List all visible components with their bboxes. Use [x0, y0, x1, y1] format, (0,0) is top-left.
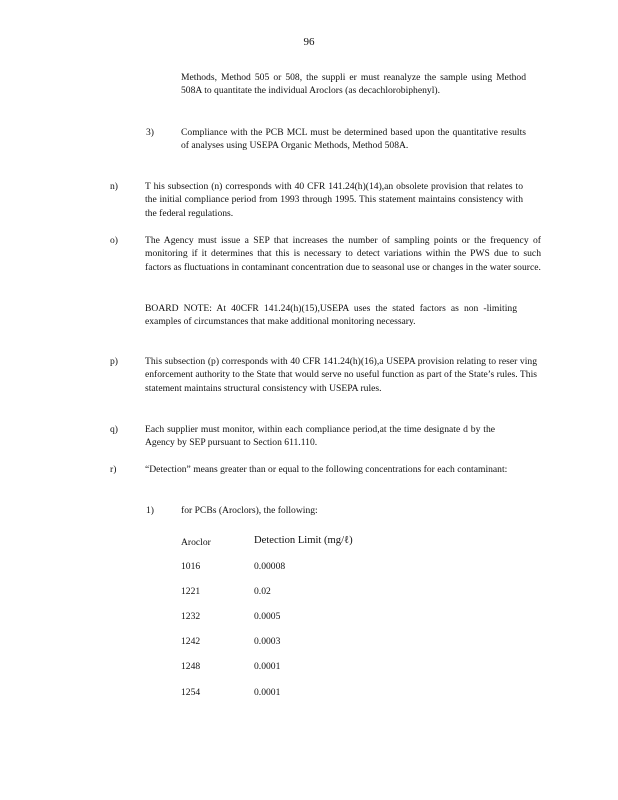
section-r-text	[145, 463, 530, 476]
board-note	[145, 302, 517, 329]
section-q-paragraph: Each supplier must monitor, within each compliance period,at the time designate d by the Agency by SEP pursuant to Section 611.110.	[145, 424, 495, 449]
board-note-paragraph: BOARD NOTE: At 40CFR 141.24(h)(15),USEPA uses the stated factors as non -limiting examples of circumstances that make additional monitoring necessary.	[145, 303, 517, 328]
section-n-text	[145, 180, 523, 220]
table-cell-limit: 0.00008	[254, 561, 286, 572]
table-cell-aroclor: 1016	[181, 561, 201, 572]
section-r-label: r)	[110, 464, 117, 475]
section-q-label: q)	[110, 424, 118, 435]
section-p-label: p)	[110, 356, 118, 367]
section-p-text	[145, 355, 537, 395]
table-cell-aroclor: 1242	[181, 636, 201, 647]
item-3-label: 3)	[146, 127, 154, 138]
intro-continuation	[181, 71, 526, 98]
intro-text: Methods, Method 505 or 508, the suppli er must reanalyze the sample using Method 508A to quantitate the individual Aroclors (as decachlorobiphenyl).	[181, 72, 526, 97]
section-n-label: n)	[110, 181, 118, 192]
table-cell-aroclor: 1221	[181, 586, 201, 597]
sub-item-1-label: 1)	[146, 505, 154, 516]
section-o-label: o)	[110, 235, 118, 246]
page-number: 96	[303, 36, 315, 48]
section-n-paragraph: T his subsection (n) corresponds with 40 CFR 141.24(h)(14),an obsolete provision that relates to the initial compliance period from 1993 through 1995. This statement maintains consistency with the federal regulations.	[145, 181, 523, 219]
table-cell-limit: 0.0005	[254, 611, 281, 622]
item-3-text	[181, 126, 526, 153]
section-r-paragraph: “Detection” means greater than or equal to the following concentrations for each contaminant:	[145, 464, 508, 475]
table-cell-aroclor: 1232	[181, 611, 201, 622]
sub-item-1-text: for PCBs (Aroclors), the following:	[181, 505, 318, 516]
section-p-paragraph: This subsection (p) corresponds with 40 CFR 141.24(h)(16),a USEPA provision relating to reser ving enforcement authority to the State that would serve no useful function as part of the State’s rules. This statement maintains structural consistency with USEPA rules.	[145, 356, 537, 394]
table-header-aroclor: Aroclor	[181, 537, 211, 548]
table-cell-limit: 0.0003	[254, 636, 281, 647]
item-3-paragraph: Compliance with the PCB MCL must be determined based upon the quantitative results of analyses using USEPA Organic Methods, Method 508A.	[181, 127, 526, 152]
table-cell-limit: 0.0001	[254, 687, 281, 698]
section-q-text	[145, 423, 495, 450]
table-cell-limit: 0.0001	[254, 661, 281, 672]
section-o-text	[145, 234, 541, 274]
table-cell-aroclor: 1254	[181, 687, 201, 698]
section-o-paragraph: The Agency must issue a SEP that increases the number of sampling points or the frequency of monitoring if it determines that this is necessary to detect variations within the PWS due to such factors as fluctuations in contaminant concentration due to seasonal use or changes in the water source.	[145, 235, 541, 273]
table-cell-limit: 0.02	[254, 586, 271, 597]
table-header-detection-limit: Detection Limit (mg/ℓ)	[254, 535, 353, 546]
table-cell-aroclor: 1248	[181, 661, 201, 672]
